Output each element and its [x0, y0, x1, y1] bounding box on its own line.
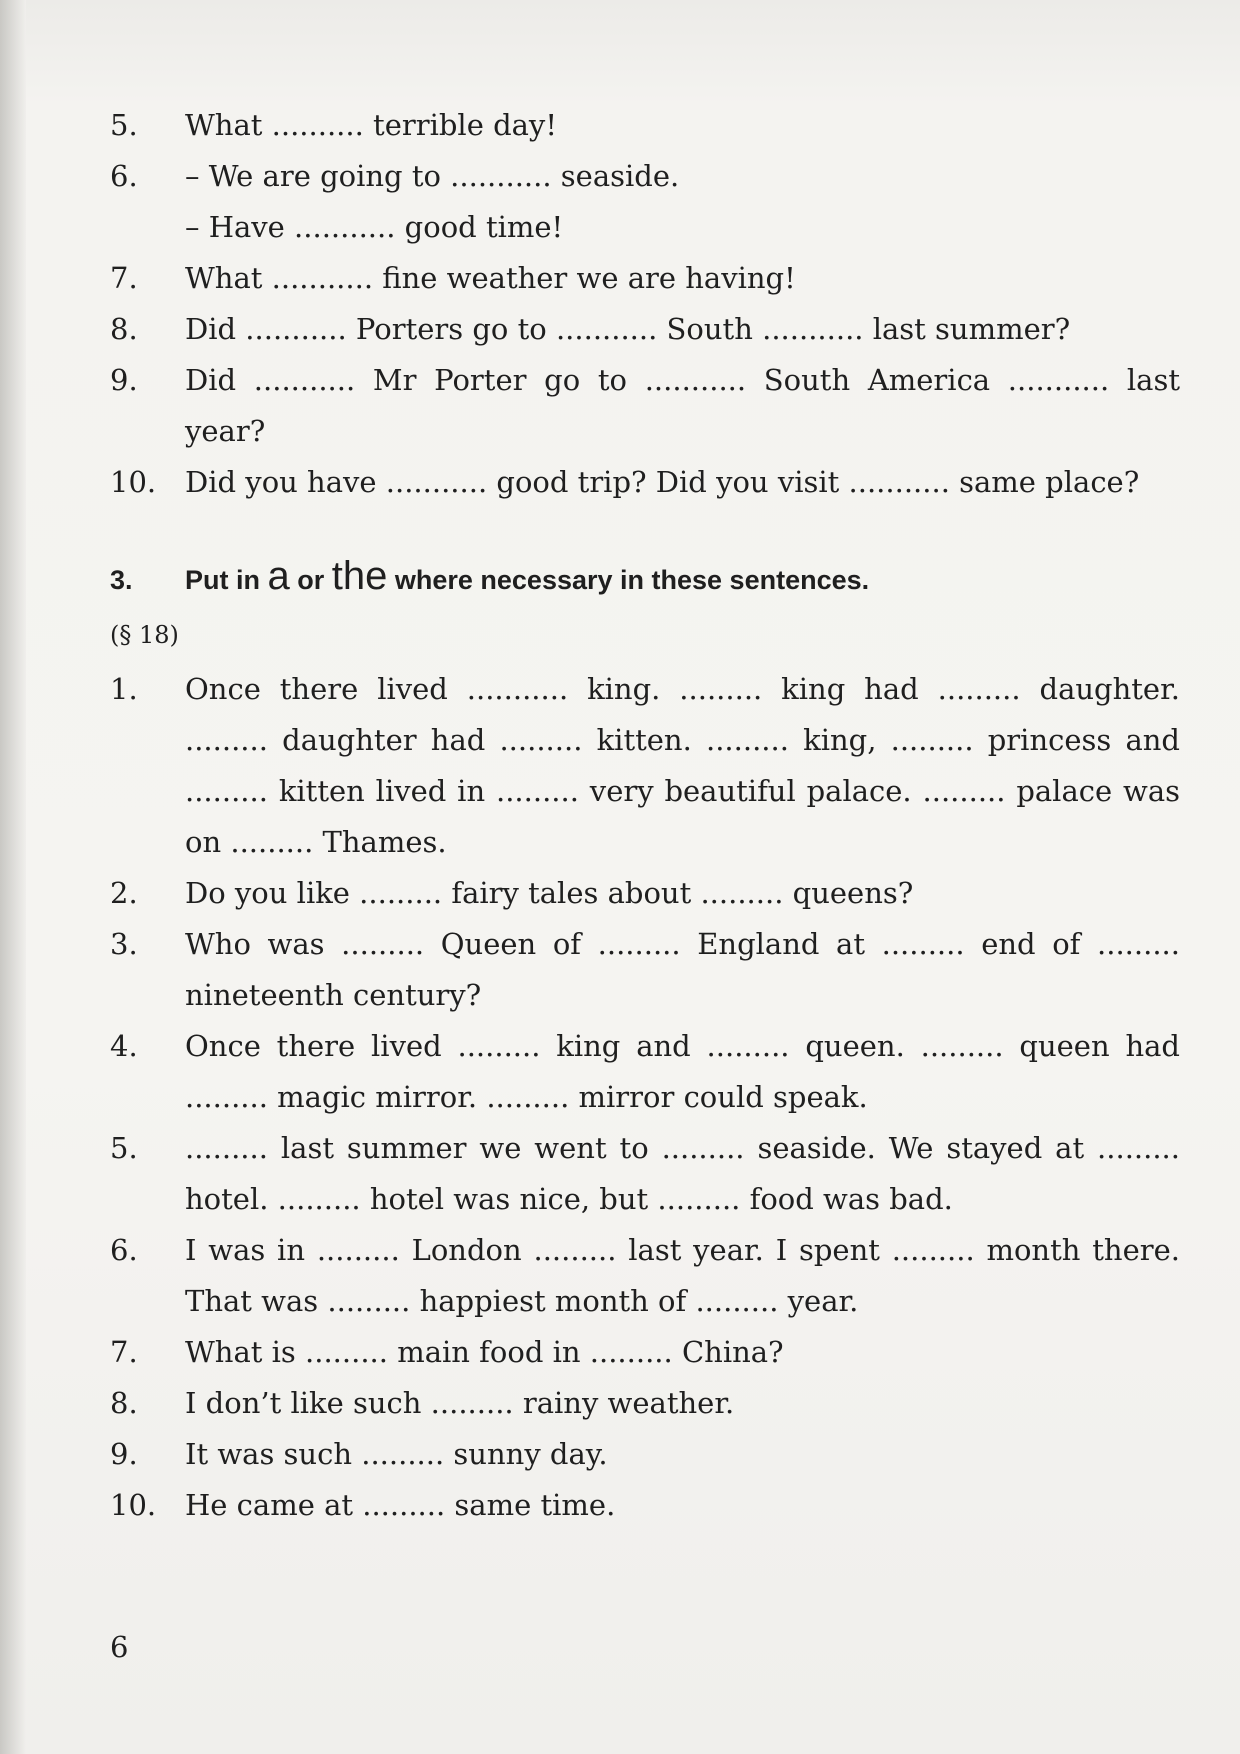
list-item: [110, 1225, 1180, 1327]
item-text: ......... last summer we went to ......... seaside. We stayed at ......... hotel. ......... hotel was nice, but ......... food was bad.: [185, 1131, 1180, 1216]
item-number: 6.: [110, 1233, 138, 1267]
item-number: 10.: [110, 1488, 157, 1522]
list-item: [110, 1480, 1180, 1531]
item-text: Do you like ......... fairy tales about ......... queens?: [185, 876, 914, 910]
list-item: [110, 1327, 1180, 1378]
instruction-word-the: the: [331, 554, 388, 598]
exercise-instruction: [185, 546, 869, 610]
item-text: [185, 100, 1180, 151]
instruction-text: or: [289, 565, 332, 595]
item-text: [185, 304, 1180, 355]
page-content: [110, 100, 1180, 1531]
item-line: Did ........... Porters go to ........... South ........... last summer?: [185, 312, 1071, 346]
item-number: 9.: [110, 363, 138, 397]
item-number: 8.: [110, 312, 138, 346]
item-text: [185, 355, 1180, 457]
item-text: He came at ......... same time.: [185, 1488, 616, 1522]
exercise-heading: [110, 546, 1180, 610]
item-number: 7.: [110, 1335, 138, 1369]
list-item: [110, 868, 1180, 919]
item-line: – Have ........... good time!: [185, 210, 564, 244]
list-item: [110, 304, 1180, 355]
item-number: 5.: [110, 1131, 138, 1165]
list-item: [110, 457, 1180, 508]
item-text: [185, 151, 1180, 253]
instruction-text: where necessary in these sentences.: [387, 565, 870, 595]
instruction-text: Put in: [185, 565, 268, 595]
item-number: 9.: [110, 1437, 138, 1471]
list-item: [110, 1021, 1180, 1123]
item-number: 7.: [110, 261, 138, 295]
item-number: 10.: [110, 465, 157, 499]
list-item: [110, 1123, 1180, 1225]
exercise-number: 3.: [110, 565, 133, 595]
item-number: 8.: [110, 1386, 138, 1420]
item-text: [185, 253, 1180, 304]
list-item: [110, 253, 1180, 304]
item-text: Who was ......... Queen of ......... England at ......... end of ......... nineteenth century?: [185, 927, 1180, 1012]
list-item: [110, 919, 1180, 1021]
list-item: [110, 1378, 1180, 1429]
item-number: 2.: [110, 876, 138, 910]
item-line: Did you have ........... good trip? Did you visit ........... same place?: [185, 465, 1140, 499]
item-line: – We are going to ........... seaside.: [185, 159, 680, 193]
item-text: Once there lived ........... king. ......... king had ......... daughter. ......... daughter had ......... kitten. ......... king, ......... princess and ......... kitten lived in ......... very beautiful palace. ......... palace was on ......... Thames.: [185, 672, 1180, 859]
instruction-word-a: a: [267, 554, 290, 598]
item-text: What is ......... main food in ......... China?: [185, 1335, 784, 1369]
item-number: 6.: [110, 159, 138, 193]
page-number: 6: [110, 1630, 129, 1664]
item-number: 3.: [110, 927, 138, 961]
item-text: It was such ......... sunny day.: [185, 1437, 608, 1471]
list-item: [110, 664, 1180, 868]
item-line: Did ........... Mr Porter go to ........... South America ........... last year?: [185, 363, 1180, 448]
grammar-reference: (§ 18): [110, 621, 179, 649]
item-number: 5.: [110, 108, 138, 142]
list-item: [110, 1429, 1180, 1480]
item-line: What .......... terrible day!: [185, 108, 557, 142]
item-line: What ........... fine weather we are having!: [185, 261, 796, 295]
item-text: I don’t like such ......... rainy weather.: [185, 1386, 735, 1420]
item-number: 4.: [110, 1029, 138, 1063]
list-item: [110, 151, 1180, 253]
item-text: I was in ......... London ......... last year. I spent ......... month there. That was ......... happiest month of ......... year.: [185, 1233, 1180, 1318]
item-text: [185, 457, 1180, 508]
list-item: [110, 100, 1180, 151]
item-number: 1.: [110, 672, 138, 706]
list-item: [110, 355, 1180, 457]
item-text: Once there lived ......... king and ......... queen. ......... queen had ......... magic mirror. ......... mirror could speak.: [185, 1029, 1180, 1114]
